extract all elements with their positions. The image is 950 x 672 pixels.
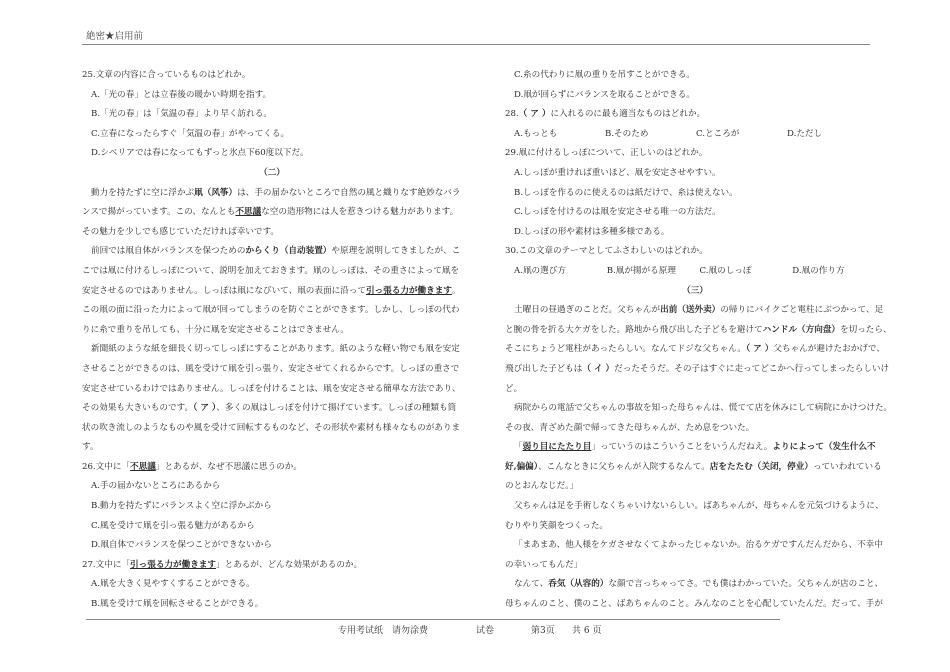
- passage2-line: ンスで揚がっています。この、なんとも不思議な空の造形物には人を惹きつける魅力があります。: [82, 207, 459, 218]
- q27-option-c: C.糸の代わりに凧の重りを吊すことができる。: [514, 70, 695, 80]
- q28-option-a: A.もっとも: [514, 128, 558, 139]
- q29-option-b: B.しっぽを作るのに使えるのは紙だけで、糸は使えない。: [514, 187, 738, 198]
- passage2-line: 安定させるのではありません。しっぽは凧になびいて、凧の表面に沿って引っ張る力が働きます。: [82, 285, 461, 296]
- q26-option-b: B.動力を持たずにバランスよく空に浮かぶから: [91, 501, 272, 512]
- q27-stem: 27.文中に「引っ張る力が働きます」とあるが、どんな効果があるのか。: [82, 559, 363, 570]
- q25-option-d: D.シベリアでは春になってもずっと氷点下60度以下だ。: [91, 148, 309, 159]
- passage3-line: 母ちゃんのこと、僕のこと、ばあちゃんのこと。みんなのことを心配していたんだ。だって、手が: [505, 599, 883, 610]
- passage3-line: むりやり笑顔をつくった。: [505, 520, 608, 531]
- q27-option-b: B.風を受けて凧を回転させることができる。: [91, 599, 264, 610]
- passage3-line: ど。: [505, 383, 523, 394]
- passage3-line: 病院からの電話で父ちゃんの事故を知った母ちゃんは、慌てて店を休みにして病院にかけつけた。: [514, 403, 893, 414]
- passage3-line: そこにちょうど電柱があったらしい。なんてドジな父ちゃん。（ ア ）父ちゃんが避けたおかげで、: [505, 344, 885, 355]
- passage2-line: す。: [82, 442, 99, 453]
- q29-option-d: D.しっぽの形や素材は多種多様である。: [514, 226, 670, 237]
- passage3-line: 土曜日の昼過ぎのことだ。父ちゃんが出前（送外卖）の帰りにバイクごと電柱にぶつかって、足: [514, 305, 884, 316]
- q28-options: [505, 125, 885, 145]
- passage2-line: こでは凧に付けるしっぽについて、説明を加えておきます。凧のしっぽは、その重さによって凧を: [82, 265, 460, 276]
- passage2-line: その効果も大きいものです。（ ア ）、多くの凧はしっぽを付けて揚げています。しっぽの種類も筒: [82, 403, 457, 414]
- passage2-line: 前回では凧自体がバランスを保つためのからくり（自动装置）や原理を説明してきましたが、こ: [91, 246, 461, 257]
- q29-option-a: A.しっぽが重ければ重いほど、凧を安定させやすい。: [514, 167, 721, 178]
- q30-options: [505, 262, 885, 282]
- section-two-heading: （二）: [259, 167, 285, 178]
- passage2-line: 安定させているわけではありません。しっぽを付けることは、凧を安定させる簡単な方法であり、: [82, 383, 461, 394]
- q30-option-c: C.凧のしっぽ: [699, 265, 752, 276]
- q30-stem: 30.この文章のテーマとしてふさわしいのはどれか。: [505, 246, 708, 257]
- footer-total-pages: 共 6 页: [572, 626, 602, 636]
- q26-option-d: D.凧自体でバランスを保つことができないから: [91, 540, 272, 551]
- passage2-line: その魅力を少しでも感じていただければ幸いです。: [82, 226, 279, 237]
- passage2-line: りに糸で重りを吊しても、十分に凧を安定させることはできません。: [82, 324, 349, 335]
- passage3-line: 好,偏偏）、こんなときに父ちゃんが入院するなんて。店をたたむ（关闭，停业）っていわれている: [505, 461, 882, 472]
- confidential-header: 絶密★启用前: [86, 31, 144, 42]
- q25-option-c: C.立春になったらすぐ「気温の春」がやってくる。: [91, 128, 290, 139]
- passage2-line: させることができるのは、風を受けて凧を引っ張り、安定させてくれるからです。しっぽの重さで: [82, 363, 460, 374]
- q26-option-a: A.手の届かないところにあるから: [91, 481, 221, 492]
- q30-option-d: D.凧の作り方: [792, 265, 845, 276]
- passage3-line: 飛び出した子どもは（ イ ）だったそうだ。その子はすぐに走ってどこかへ行ってしまったらしいけ: [505, 363, 890, 374]
- passage3-line: 父ちゃんは足を手術しなくちゃいけないらしい。ばあちゃんが、母ちゃんを元気づけるように、: [514, 501, 884, 512]
- passage3-line: の幸いってもんだ」: [505, 559, 583, 570]
- q28-option-c: C.ところが: [696, 128, 740, 139]
- passage2-line: この凧の面に沿った力によって凧が回ってしまうのを防ぐことができます。しかし、しっぽの代わ: [82, 305, 460, 316]
- left-column: [82, 66, 462, 615]
- passage2-line: 新聞紙のような紙を細長く切ってしっぽにすることがあります。紙のような軽い物でも凧を安定: [91, 344, 460, 355]
- footer-exam-paper-note: 专用考试纸 请勿涂费: [338, 626, 429, 636]
- passage2-line: 状の吹き流しのようなものや風を受けて回転するものなど、その形状や素材も様々なものがありま: [82, 422, 461, 433]
- passage3-line: その夜、青ざめた顔で帰ってきた母ちゃんが、ため息をついた。: [505, 422, 755, 433]
- right-column: [505, 66, 893, 615]
- q30-option-a: A.凧の選び方: [514, 265, 566, 276]
- footer-page-number: 第3页: [531, 626, 555, 636]
- q25-option-a: A.「光の春」とは立春後の暖かい時期を指す。: [91, 89, 272, 100]
- q28-option-d: D.ただし: [787, 128, 823, 139]
- passage3-line: 「まあまあ、他人様をケガさせなくてよかったじゃないか。治るケガですんだんだから、不幸中: [514, 540, 883, 551]
- q28-option-b: B.そのため: [605, 128, 649, 139]
- q26-stem: 26.文中に「不思議」とあるが、なぜ不思議に思うのか。: [82, 461, 302, 472]
- q30-option-b: B.凧が揚がる原理: [606, 265, 676, 276]
- q27-option-d: D.凧が回らずにバランスを取ることができる。: [514, 89, 695, 100]
- header-divider: [82, 44, 870, 45]
- q29-stem: 29.凧に付けるしっぽについて、正しいのはどれか。: [505, 148, 708, 159]
- q27-option-a: A.凧を大きく見やすくすることができる。: [91, 579, 255, 590]
- q28-stem: 28.（ ア ）に入れるのに最も適当なものはどれか。: [505, 109, 706, 120]
- q29-option-c: C.しっぽを付けるのは凧を安定させる唯一の方法だ。: [514, 207, 721, 218]
- footer-divider: [86, 619, 780, 620]
- passage3-line: 「弱り目にたたり目」っていうのはこういうことをいうんだねえ。よりによって（发生什么不: [514, 442, 876, 453]
- passage3-line: と腕の骨を折る大ケガをした。路地から飛び出した子どもを避けてハンドル（方向盘）を切ったら、: [505, 324, 892, 335]
- passage3-line: のとおんなじだ。」: [505, 481, 579, 492]
- passage2-line: 動力を持たずに空に浮かぶ凧（风筝）は、手の届かないところで自然の風と織りなす絶妙なバラ: [91, 187, 461, 198]
- q25-option-b: B.「光の春」は「気温の春」より早く訪れる。: [91, 109, 272, 120]
- q26-option-c: C.風を受けて凧を引っ張る魅力があるから: [91, 520, 255, 531]
- footer-paper-label: 试卷: [476, 626, 495, 636]
- section-three-heading: （三）: [682, 285, 708, 296]
- q25-stem: 25.文章の内容に合っているものはどれか。: [82, 70, 251, 80]
- passage3-line: なんて、呑気（从容的）な顔で言っちゃってさ。でも僕はわかっていた。父ちゃんが店のこと、: [514, 579, 884, 590]
